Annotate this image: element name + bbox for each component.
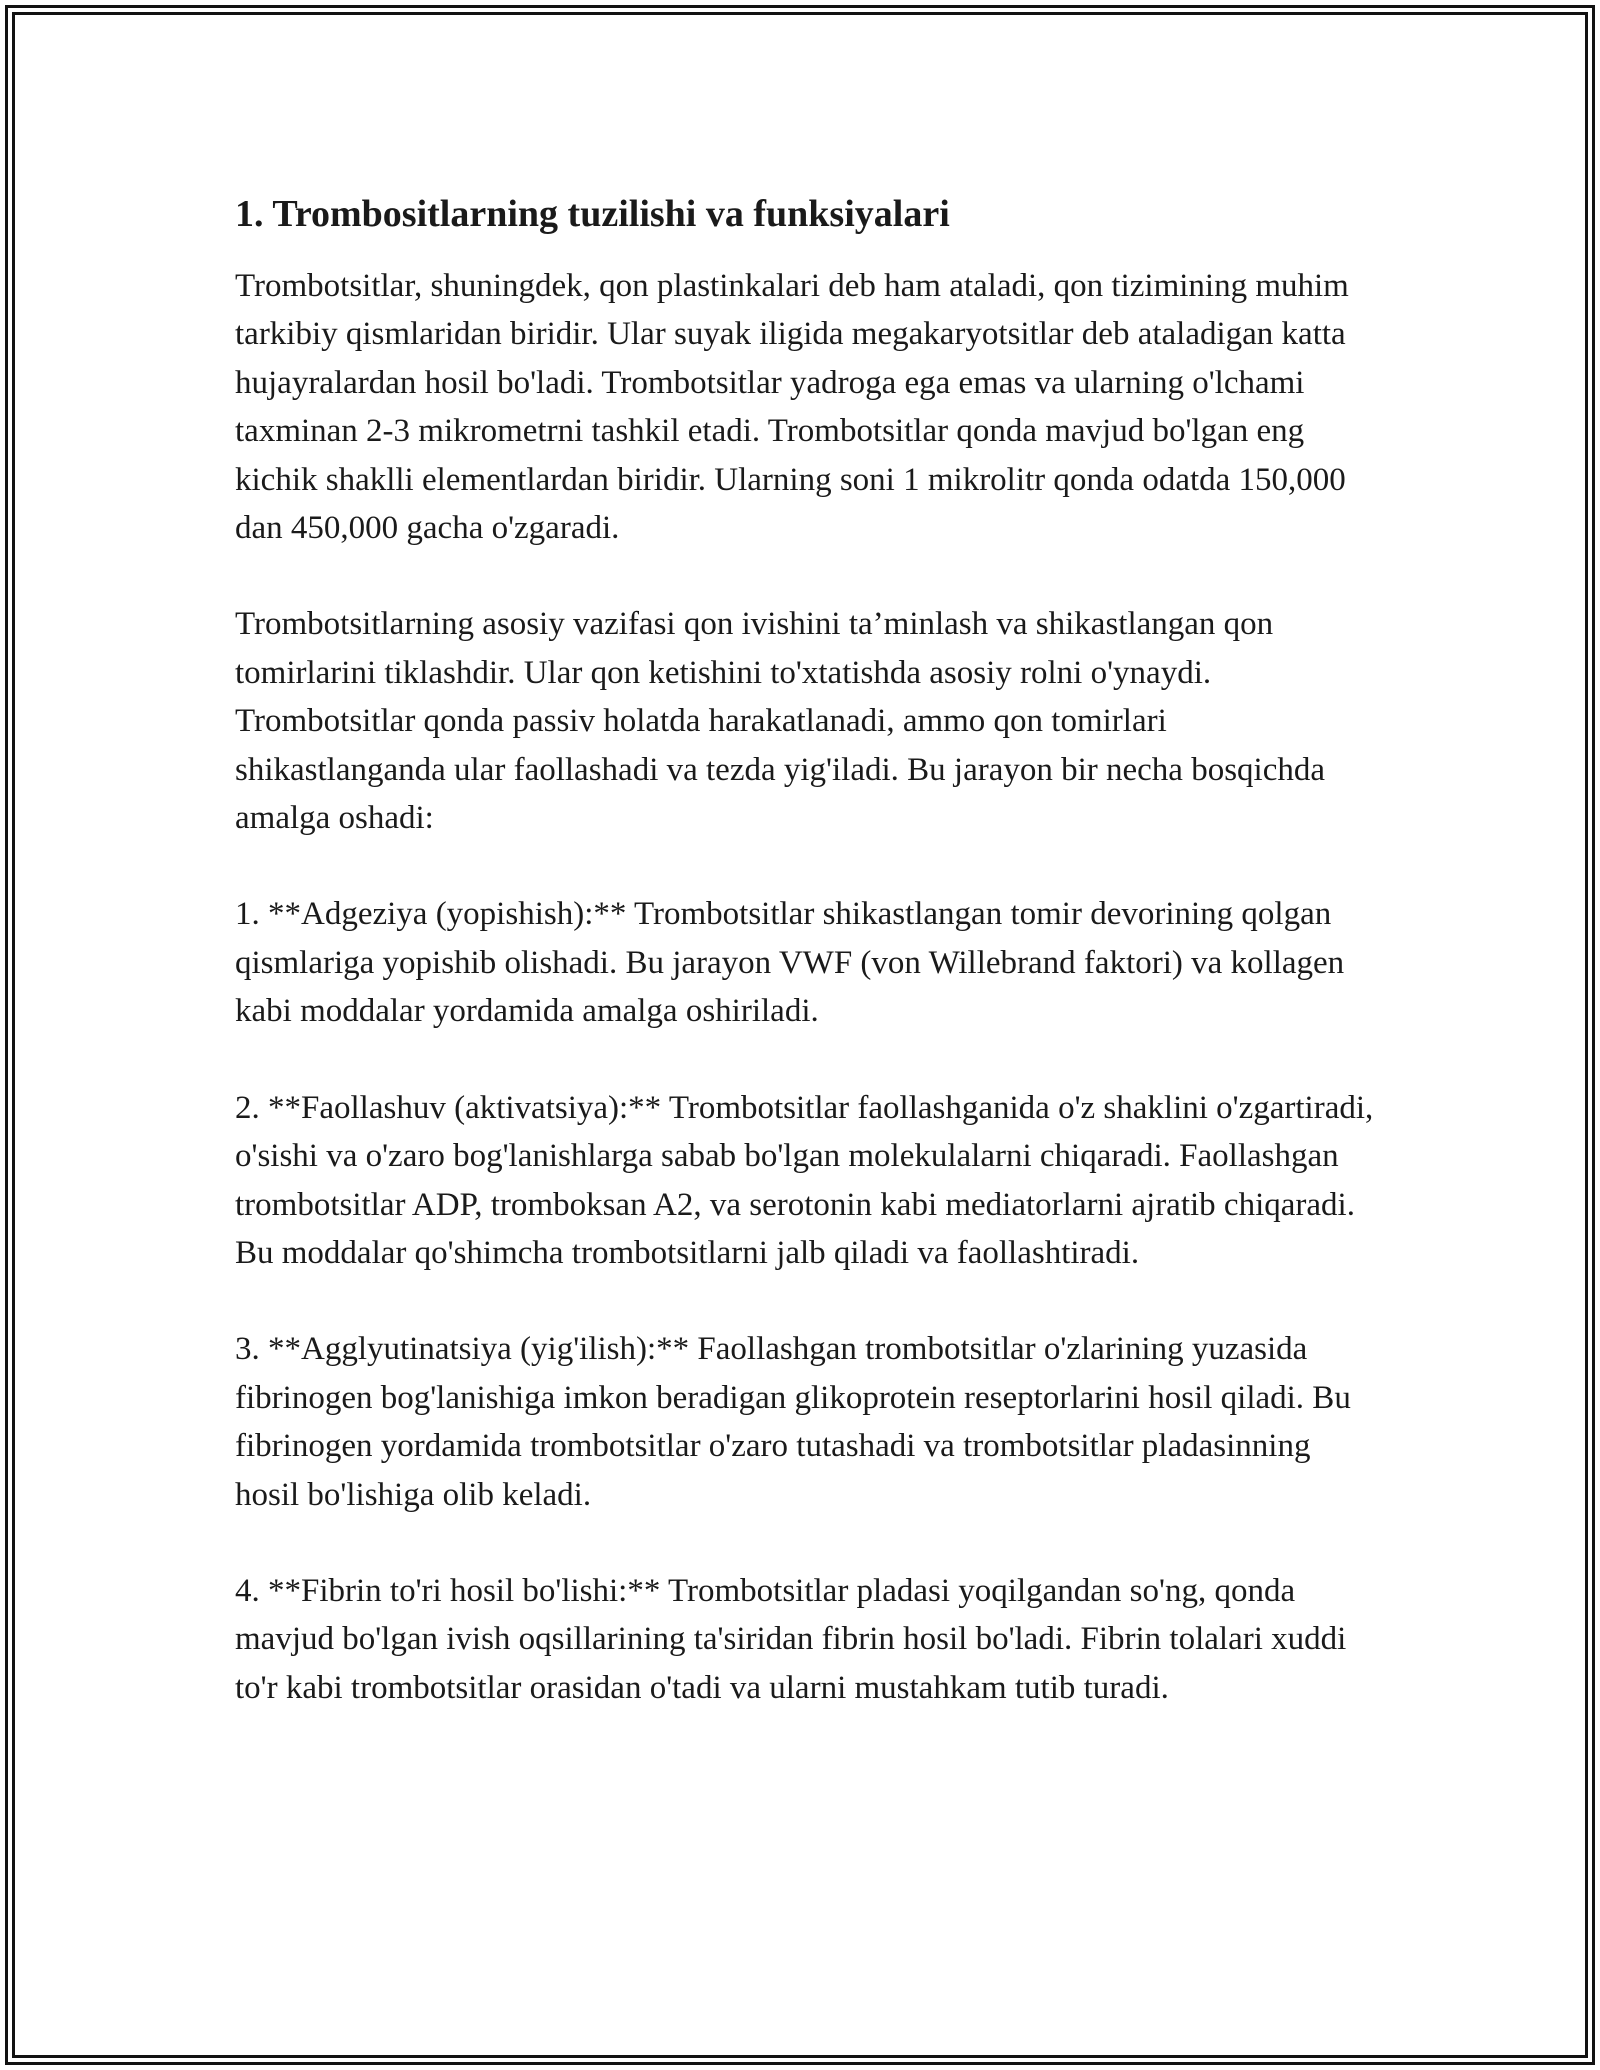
paragraph-intro: Trombotsitlar, shuningdek, qon plastinkalari deb ham ataladi, qon tizimining muhim tarkibiy qismlaridan biridir. Ular suyak iligida megakaryotsitlar deb ataladigan katta hujayralardan hosil bo'ladi. Trombotsitlar yadroga ega emas va ularning o'lchami taxminan 2-3 mikrometrni tashkil etadi. Trombotsitlar qonda mavjud bo'lgan eng kichik shaklli elementlardan biridir. Ularning soni 1 mikrolitr qonda odatda 150,000 dan 450,000 gacha o'zgaradi.: [235, 268, 1349, 547]
paragraph-step-adhesion: 1. **Adgeziya (yopishish):** Trombotsitlar shikastlangan tomir devorining qolgan qismlariga yopishib olishadi. Bu jarayon VWF (von Willebrand faktori) va kollagen kabi moddalar yordamida amalga oshiriladi.: [235, 896, 1345, 1030]
section-title: 1. Trombositlarning tuzilishi va funksiyalari: [235, 193, 950, 235]
paragraph-step-activation: 2. **Faollashuv (aktivatsiya):** Trombotsitlar faollashganida o'z shaklini o'zgartiradi, o'sishi va o'zaro bog'lanishlarga sabab bo'lgan molekulalarni chiqaradi. Faollashgan trombotsitlar ADP, tromboksan A2, va serotonin kabi mediatorlarni ajratib chiqaradi. Bu moddalar qo'shimcha trombotsitlarni jalb qiladi va faollashtiradi.: [235, 1089, 1374, 1271]
paragraph-step-fibrin: 4. **Fibrin to'ri hosil bo'lishi:** Trombotsitlar pladasi yoqilgandan so'ng, qonda mavjud bo'lgan ivish oqsillarining ta'siridan fibrin hosil bo'ladi. Fibrin tolalari xuddi to'r kabi trombotsitlar orasidan o'tadi va ularni mustahkam tutib turadi.: [235, 1572, 1347, 1706]
document-body: [235, 188, 1375, 1760]
paragraph-step-aggregation: 3. **Agglyutinatsiya (yig'ilish):** Faollashgan trombotsitlar o'zlarining yuzasida fibrinogen bog'lanishiga imkon beradigan glikoprotein reseptorlarini hosil qiladi. Bu fibrinogen yordamida trombotsitlar o'zaro tutashadi va trombotsitlar pladasinning hosil bo'lishiga olib keladi.: [235, 1331, 1351, 1513]
paragraph-function: Trombotsitlarning asosiy vazifasi qon ivishini ta’minlash va shikastlangan qon tomirlarini tiklashdir. Ular qon ketishini to'xtatishda asosiy rolni o'ynaydi. Trombotsitlar qonda passiv holatda harakatlanadi, ammo qon tomirlari shikastlanganda ular faollashadi va tezda yig'iladi. Bu jarayon bir necha bosqichda amalga oshadi:: [235, 606, 1325, 837]
